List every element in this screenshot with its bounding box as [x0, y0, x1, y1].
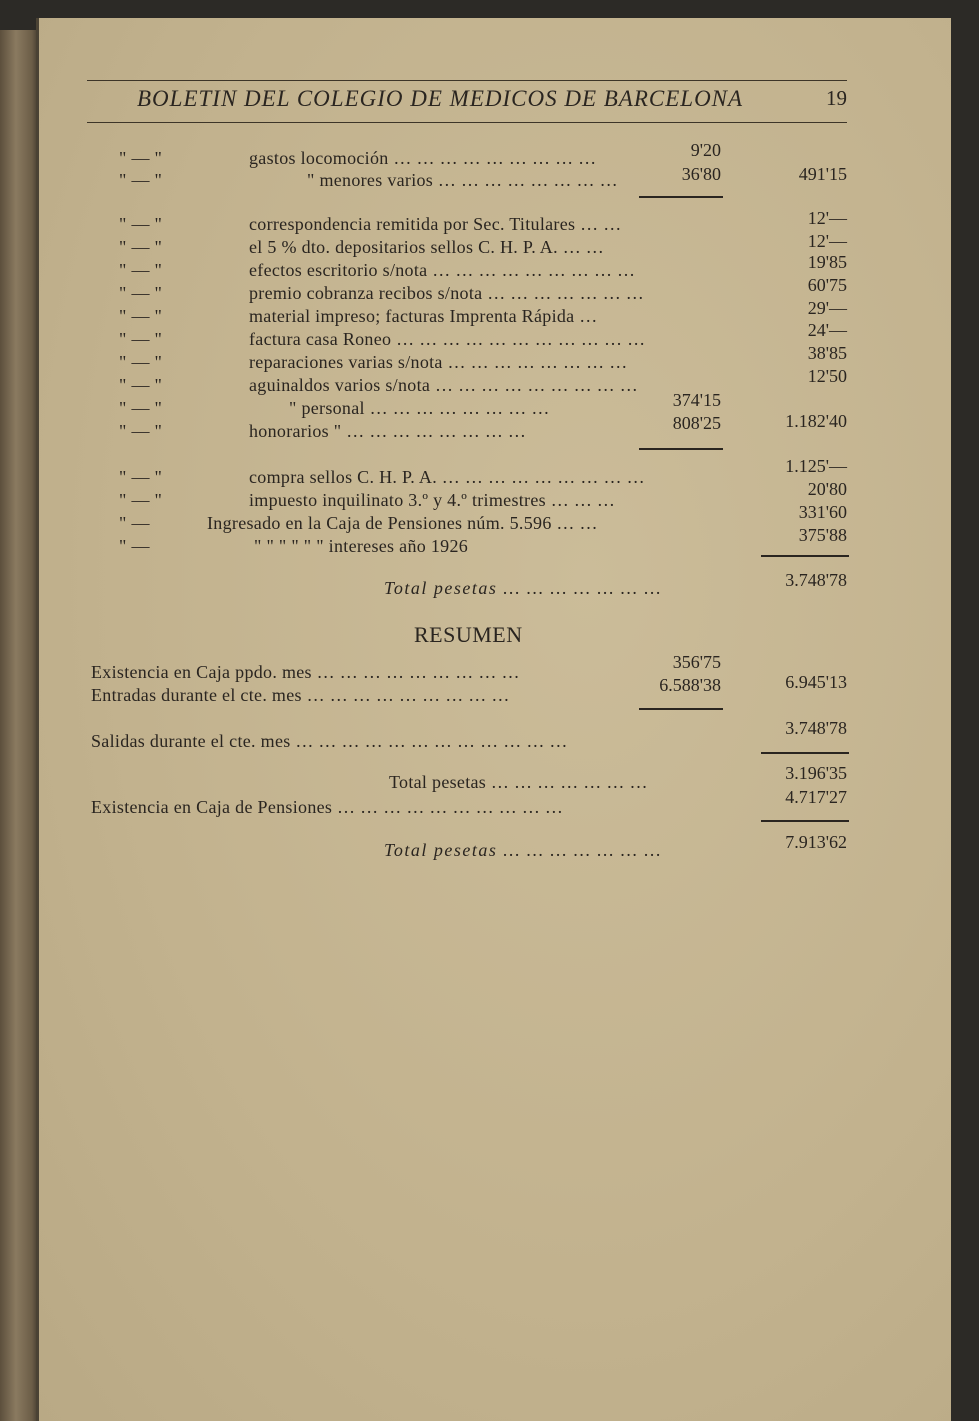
resumen-heading: RESUMEN	[414, 622, 523, 647]
entry-total: 38'85	[807, 343, 847, 363]
ditto-marks: " — "	[119, 214, 163, 234]
entry-label: " " " " " " intereses año 1926	[254, 536, 469, 556]
existencia-pensiones-value: 4.717'27	[785, 787, 847, 807]
entry-label: material impreso; facturas Imprenta Rápida …	[249, 306, 598, 326]
entradas-total: 6.945'13	[785, 672, 847, 692]
ditto-marks: " — "	[119, 237, 163, 257]
entry-total: 60'75	[807, 275, 847, 295]
ditto-marks: " — "	[119, 260, 163, 280]
total-value: 3.748'78	[785, 570, 847, 590]
entry-label: " menores varios … … … … … … … …	[307, 170, 618, 190]
ditto-marks: " —	[119, 513, 150, 533]
salidas-value: 3.748'78	[785, 718, 847, 738]
header-rule-top	[87, 80, 847, 81]
entry-subtotal: 9'20	[690, 140, 721, 160]
entradas-value: 6.588'38	[659, 675, 721, 695]
subtotal-rule	[639, 708, 723, 710]
page-number: 19	[826, 86, 847, 110]
existencia-caja-value: 356'75	[672, 652, 721, 672]
entry-total: 375'88	[798, 525, 847, 545]
total-pesetas-label: Total pesetas … … … … … … …	[389, 772, 648, 792]
entry-label: premio cobranza recibos s/nota … … … … … … …	[249, 283, 645, 303]
total-rule	[761, 752, 849, 754]
entry-label: factura casa Roneo … … … … … … … … … … …	[249, 329, 646, 349]
entry-total: 24'—	[807, 320, 847, 340]
running-header-title: BOLETIN DEL COLEGIO DE MEDICOS DE BARCELONA	[137, 86, 744, 111]
entry-label: correspondencia remitida por Sec. Titulares … …	[249, 214, 622, 234]
ditto-marks: " — "	[119, 467, 163, 487]
entry-subtotal: 36'80	[681, 164, 721, 184]
entry-subtotal: 374'15	[672, 390, 721, 410]
entry-total: 12'—	[807, 208, 847, 228]
entry-label: compra sellos C. H. P. A. … … … … … … … … …	[249, 467, 645, 487]
ditto-marks: " — "	[119, 306, 163, 326]
entry-label: aguinaldos varios s/nota … … … … … … … … …	[249, 375, 639, 395]
ditto-marks: " — "	[119, 283, 163, 303]
entry-label: " personal … … … … … … … …	[289, 398, 550, 418]
entry-total: 29'—	[807, 298, 847, 318]
total-pesetas-value: 3.196'35	[785, 763, 847, 783]
entry-label: reparaciones varias s/nota … … … … … … … …	[249, 352, 628, 372]
grand-total-label: Total pesetas … … … … … … …	[384, 840, 662, 860]
existencia-pensiones-label: Existencia en Caja de Pensiones … … … … … … … … … …	[91, 797, 564, 817]
entry-total: 20'80	[807, 479, 847, 499]
entry-label: efectos escritorio s/nota … … … … … … … … …	[249, 260, 636, 280]
ditto-marks: " —	[119, 536, 150, 556]
entry-total: 19'85	[807, 252, 847, 272]
left-page-edge	[0, 30, 40, 1421]
entry-total: 12'—	[807, 231, 847, 251]
ditto-marks: " — "	[119, 398, 163, 418]
entry-total: 331'60	[798, 502, 847, 522]
entry-label: Ingresado en la Caja de Pensiones núm. 5.596 … …	[207, 513, 598, 533]
ditto-marks: " — "	[119, 352, 163, 372]
entry-total: 491'15	[798, 164, 847, 184]
total-label: Total pesetas … … … … … … …	[384, 578, 662, 598]
entry-total: 1.182'40	[785, 411, 847, 431]
entry-label: impuesto inquilinato 3.º y 4.º trimestres … … …	[249, 490, 616, 510]
ditto-marks: " — "	[119, 421, 163, 441]
subtotal-rule	[639, 448, 723, 450]
ditto-marks: " — "	[119, 170, 163, 190]
document-page	[36, 18, 951, 1421]
header-rule-bottom	[87, 122, 847, 123]
existencia-caja-label: Existencia en Caja ppdo. mes … … … … … … … … …	[91, 662, 520, 682]
subtotal-rule	[639, 196, 723, 198]
salidas-label: Salidas durante el cte. mes … … … … … … … … … … … …	[91, 731, 568, 751]
total-rule	[761, 555, 849, 557]
total-rule	[761, 820, 849, 822]
entry-label: honorarios " … … … … … … … …	[249, 421, 527, 441]
entry-label: gastos locomoción … … … … … … … … …	[249, 148, 597, 168]
grand-total-value: 7.913'62	[785, 832, 847, 852]
entradas-label: Entradas durante el cte. mes … … … … … … … … …	[91, 685, 510, 705]
ditto-marks: " — "	[119, 490, 163, 510]
ditto-marks: " — "	[119, 375, 163, 395]
ditto-marks: " — "	[119, 148, 163, 168]
ditto-marks: " — "	[119, 329, 163, 349]
entry-subtotal: 808'25	[672, 413, 721, 433]
entry-total: 1.125'—	[785, 456, 847, 476]
entry-total: 12'50	[807, 366, 847, 386]
entry-label: el 5 % dto. depositarios sellos C. H. P. A. … …	[249, 237, 605, 257]
